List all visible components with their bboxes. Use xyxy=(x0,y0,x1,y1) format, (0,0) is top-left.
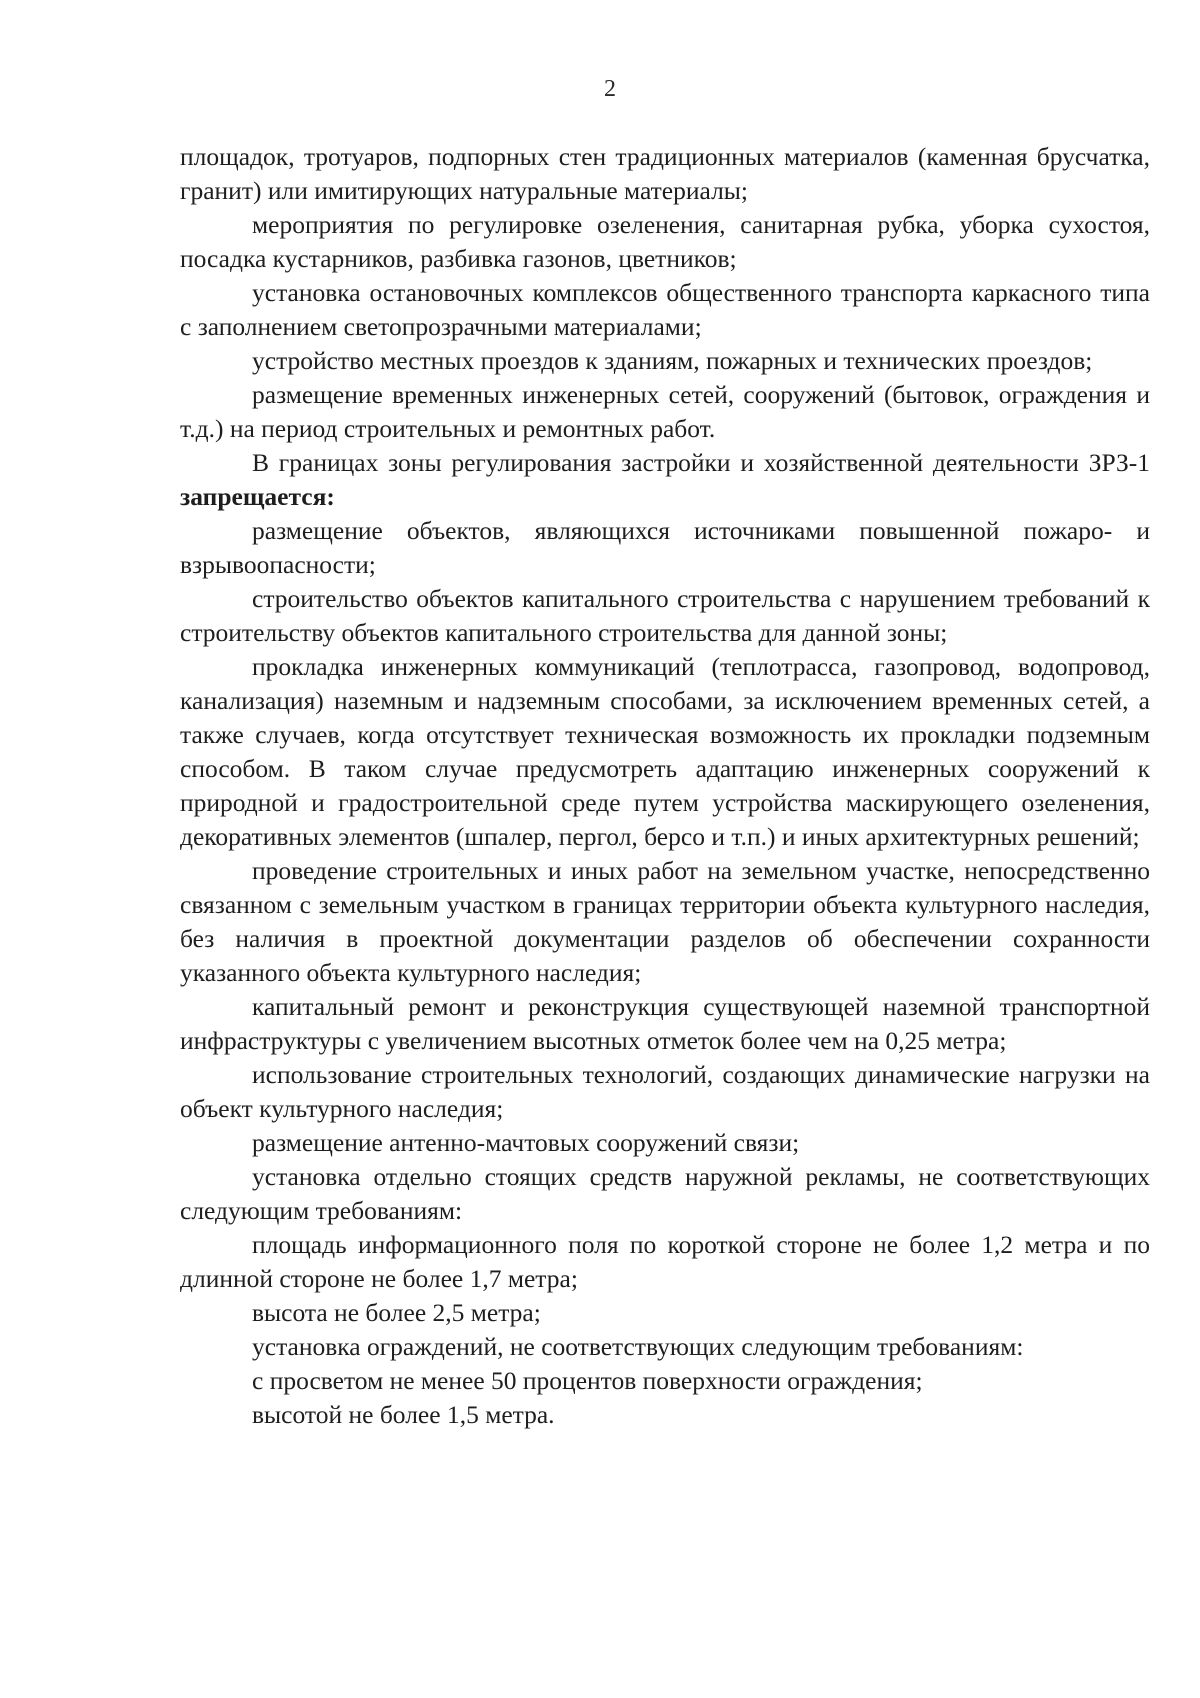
paragraph-13 xyxy=(180,1126,1150,1160)
paragraph-14 xyxy=(180,1160,1150,1228)
paragraph-3 xyxy=(180,276,1150,344)
paragraph-10 xyxy=(180,854,1150,990)
paragraph-text: установка остановочных комплексов общественного транспорта каркасного типа с заполнением светопрозрачными материалами; xyxy=(180,278,1150,341)
paragraph-8 xyxy=(180,582,1150,650)
paragraph-text: строительство объектов капитального строительства с нарушением требований к строительству объектов капитального строительства для данной зоны; xyxy=(180,584,1150,647)
paragraph-11 xyxy=(180,990,1150,1058)
paragraph-text: прокладка инженерных коммуникаций (теплотрасса, газопровод, водопровод, канализация) наземным и надземным способами, за исключением временных сетей, а также случаев, когда отсутствует техническая возможность их прокладки подземным способом. В таком случае предусмотреть адаптацию инженерных сооружений к природной и градостроительной среде путем устройства маскирующего озеленения, декоративных элементов (шпалер, пергол, берсо и т.п.) и иных архитектурных решений; xyxy=(180,652,1150,851)
paragraph-text: площадь информационного поля по короткой стороне не более 1,2 метра и по длинной стороне не более 1,7 метра; xyxy=(180,1230,1150,1293)
paragraph-9 xyxy=(180,650,1150,854)
paragraph-2 xyxy=(180,208,1150,276)
paragraph-text: размещение антенно-мачтовых сооружений связи; xyxy=(252,1128,800,1157)
paragraph-17 xyxy=(180,1330,1150,1364)
page-number: 2 xyxy=(604,76,616,102)
paragraph-6 xyxy=(180,446,1150,514)
paragraph-text: использование строительных технологий, создающих динамические нагрузки на объект культурного наследия; xyxy=(180,1060,1150,1123)
paragraph-text: В границах зоны регулирования застройки и хозяйственной деятельности ЗРЗ-1 xyxy=(252,448,1150,477)
paragraph-text: высота не более 2,5 метра; xyxy=(252,1298,541,1327)
paragraph-text: мероприятия по регулировке озеленения, санитарная рубка, уборка сухостоя, посадка кустарников, разбивка газонов, цветников; xyxy=(180,210,1150,273)
paragraph-text: капитальный ремонт и реконструкция существующей наземной транспортной инфраструктуры с увеличением высотных отметок более чем на 0,25 метра; xyxy=(180,992,1150,1055)
paragraph-19 xyxy=(180,1398,1150,1432)
paragraph-7 xyxy=(180,514,1150,582)
paragraph-text: проведение строительных и иных работ на земельном участке, непосредственно связанном с земельным участком в границах территории объекта культурного наследия, без наличия в проектной документации разделов об обеспечении сохранности указанного объекта культурного наследия; xyxy=(180,856,1150,987)
paragraph-5 xyxy=(180,378,1150,446)
paragraph-18 xyxy=(180,1364,1150,1398)
prohibited-heading: запрещается: xyxy=(180,482,335,511)
paragraph-text: размещение объектов, являющихся источниками повышенной пожаро- и взрывоопасности; xyxy=(180,516,1150,579)
paragraph-15 xyxy=(180,1228,1150,1296)
paragraph-4 xyxy=(180,344,1150,378)
paragraph-12 xyxy=(180,1058,1150,1126)
paragraph-text: высотой не более 1,5 метра. xyxy=(252,1400,555,1429)
paragraph-text: устройство местных проездов к зданиям, пожарных и технических проездов; xyxy=(252,346,1093,375)
paragraph-text: размещение временных инженерных сетей, сооружений (бытовок, ограждения и т.д.) на период строительных и ремонтных работ. xyxy=(180,380,1150,443)
paragraph-text: с просветом не менее 50 процентов поверхности ограждения; xyxy=(252,1366,923,1395)
paragraph-16 xyxy=(180,1296,1150,1330)
paragraph-1 xyxy=(180,140,1150,208)
document-body xyxy=(180,140,1150,1432)
paragraph-text: установка ограждений, не соответствующих следующим требованиям: xyxy=(252,1332,1024,1361)
paragraph-text: установка отдельно стоящих средств наружной рекламы, не соответствующих следующим требованиям: xyxy=(180,1162,1150,1225)
paragraph-text: площадок, тротуаров, подпорных стен традиционных материалов (каменная брусчатка, гранит) или имитирующих натуральные материалы; xyxy=(180,142,1150,205)
